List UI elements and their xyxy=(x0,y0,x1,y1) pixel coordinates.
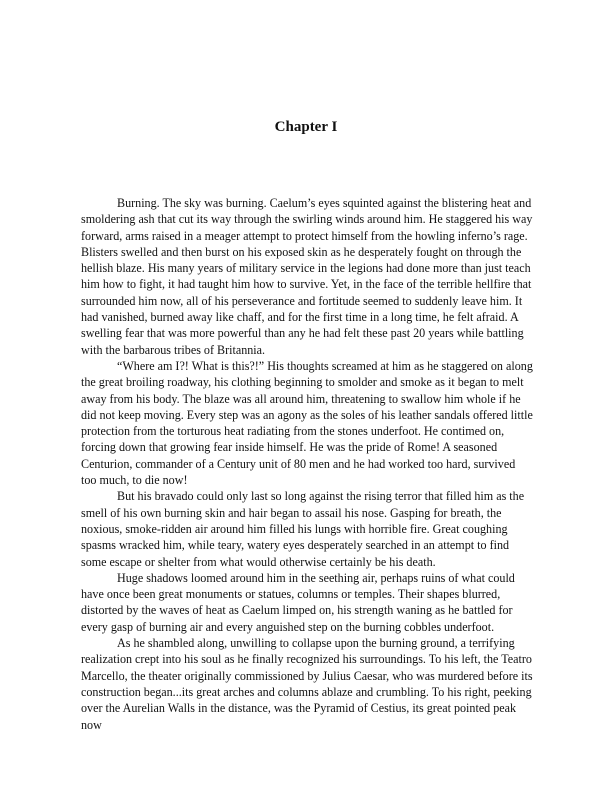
paragraph: “Where am I?! What is this?!” His thoughts screamed at him as he staggered on along the great broiling roadway, his clothing beginning to smolder and smoke as it began to melt away from his body. The blaze was all around him, threatening to swallow him whole if he did not keep moving. Every step was an agony as the soles of his leather sandals offered little protection from the torturous heat radiating from the stones underfoot. He contimed on, forcing down that growing fear inside himself. He was the pride of Rome! A seasoned Centurion, commander of a Century unit of 80 men and he had worked too hard, survived too much, to die now! xyxy=(81,358,533,488)
paragraph: Huge shadows loomed around him in the seething air, perhaps ruins of what could have once been great monuments or statues, columns or temples. Their shapes blurred, distorted by the waves of heat as Caelum limped on, his strength waning as he battled for every gasp of burning air and every anguished step on the burning cobbles underfoot. xyxy=(81,570,515,634)
chapter-body xyxy=(81,195,533,733)
paragraph: As he shambled along, unwilling to collapse upon the burning ground, a terrifying realization crept into his soul as he finally recognized his surroundings. To his left, the Teatro Marcello, the theater originally commissioned by Julius Caesar, who was murdered before its construction began...its great arches and columns ablaze and crumbling. To his right, peeking over the Aurelian Walls in the distance, was the Pyramid of Cestius, its great pointed peak now xyxy=(81,636,533,732)
paragraph: Burning. The sky was burning. Caelum’s eyes squinted against the blistering heat and smoldering ash that cut its way through the swirling winds around him. He staggered his way forward, arms raised in a meager attempt to protect himself from the howling inferno’s rage. Blisters swelled and then burst on his exposed skin as he desperately fought on through the hellish blaze. His many years of military service in the legions had done more than just teach him how to fight, it had taught him how to survive. Yet, in the face of the terrible hellfire that surrounded him now, all of his perseverance and fortitude seemed to suddenly leave him. It had vanished, burned away like chaff, and for the first time in a long time, he felt afraid. A swelling fear that was more powerful than any he had felt these past 20 years while battling with the barbarous tribes of Britannia. xyxy=(81,196,533,357)
paragraph: But his bravado could only last so long against the rising terror that filled him as the smell of his own burning skin and hair began to assail his nose. Gasping for breath, the noxious, smoke-ridden air around him filled his lungs with horrible fire. Great coughing spasms wracked him, while teary, watery eyes desperately searched in an attempt to find some escape or shelter from what would otherwise certainly be his death. xyxy=(81,489,525,569)
chapter-title: Chapter I xyxy=(274,119,338,135)
